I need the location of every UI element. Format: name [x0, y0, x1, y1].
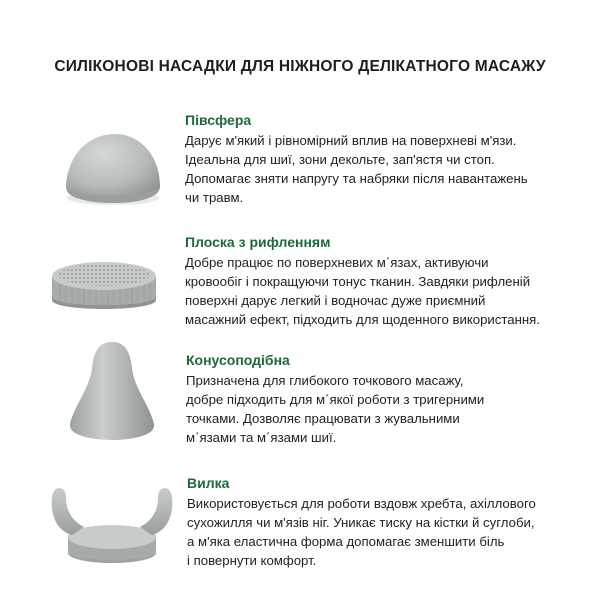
item-description-line: Ідеальна для шиї, зони декольте, зап'ястя чи стоп. [185, 152, 495, 167]
hemisphere-attachment-image [60, 128, 166, 208]
item-description-line: поверхні дарує легкий і водночас дуже приємний [185, 293, 486, 308]
flat-ribbed-attachment-image [46, 248, 162, 320]
item-description-line: кровообіг і покращуючи тонус тканин. Завдяки рифленій [185, 274, 531, 289]
cone-attachment-image [64, 338, 160, 442]
item-description-line: Допомагає зняти напругу та набряки після навантажень [185, 171, 528, 186]
item-heading: Півсфера [185, 112, 252, 128]
item-heading: Вилка [187, 475, 230, 491]
item-heading: Плоска з рифленням [185, 234, 331, 250]
item-description-line: масажний ефект, підходить для щоденного використання. [185, 312, 540, 327]
item-description-line: м΄язами та м΄язами шиї. [186, 430, 337, 445]
item-description-line: а м'яка еластична форма допомагає зменшити біль [187, 534, 505, 549]
item-description-line: сухожилля чи м'язів ніг. Уникає тиску на кістки й суглоби, [187, 515, 535, 530]
item-heading: Конусоподібна [186, 352, 290, 368]
item-description-line: Дарує м'який і рівномірний вплив на поверхневі м'язи. [185, 133, 517, 148]
item-description-line: і повернути комфорт. [187, 553, 317, 568]
item-description-line: Добре працює по поверхневих м΄язах, активуючи [185, 255, 489, 270]
item-description-line: точками. Дозволяє працювати з жувальними [186, 411, 460, 426]
fork-attachment-image [44, 477, 180, 567]
item-description-line: Призначена для глибокого точкового масажу, [186, 373, 464, 388]
page-title: СИЛІКОНОВІ НАСАДКИ ДЛЯ НІЖНОГО ДЕЛІКАТНОГО МАСАЖУ [54, 58, 546, 75]
item-description-line: чи травм. [185, 190, 244, 205]
item-description-line: Використовується для роботи вздовж хребта, ахіллового [187, 496, 536, 511]
item-description-line: добре підходить для м΄якої роботи з тригерними [186, 392, 485, 407]
